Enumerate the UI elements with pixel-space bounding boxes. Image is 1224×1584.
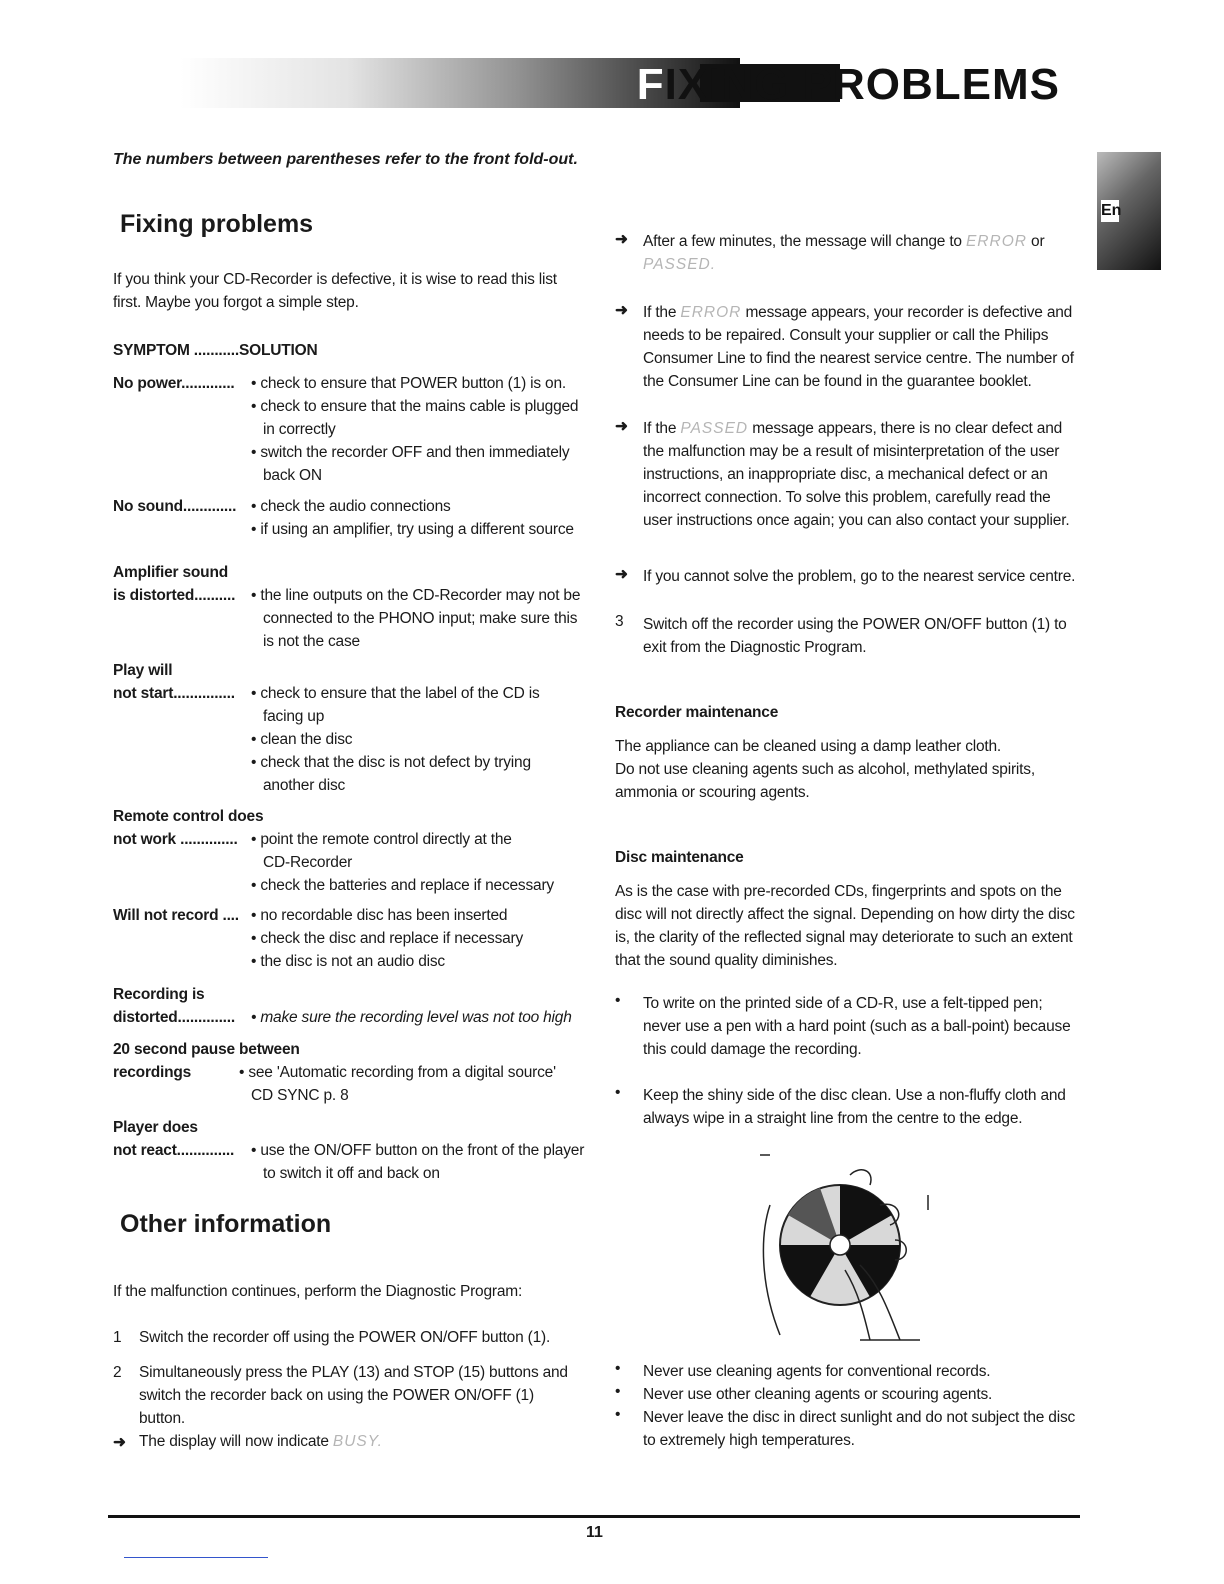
solution-line: • the disc is not an audio disc bbox=[251, 953, 445, 970]
fixing-intro bbox=[113, 268, 583, 314]
bullet-line: never use a pen with a hard point (such as a ball-point) because bbox=[643, 1018, 1071, 1035]
recorder-maintenance-text bbox=[615, 735, 1095, 804]
symptom-label: is distorted.......... bbox=[113, 587, 236, 604]
solution-line: CD-Recorder bbox=[263, 854, 353, 871]
arrow-note-line: user instructions once again; you can also contact your supplier. bbox=[643, 512, 1070, 529]
arrow-note-span: or bbox=[1026, 233, 1045, 250]
bullet-text: Never use cleaning agents for conventional records. bbox=[643, 1363, 991, 1380]
footer-rule bbox=[108, 1515, 1080, 1518]
symptom-label: recordings bbox=[113, 1064, 192, 1081]
bullet-line: To write on the printed side of a CD-R, use a felt-tipped pen; bbox=[643, 995, 1043, 1012]
solution-line: • check the batteries and replace if necessary bbox=[251, 877, 554, 894]
diagnostic-intro: If the malfunction continues, perform the Diagnostic Program: bbox=[113, 1283, 523, 1300]
paragraph-line: As is the case with pre-recorded CDs, fingerprints and spots on the bbox=[615, 883, 1062, 900]
symptom-label: distorted.............. bbox=[113, 1009, 235, 1026]
bullet-text bbox=[643, 1406, 1083, 1452]
arrow-note-line: the malfunction may be a result of misinterpretation of the user bbox=[643, 443, 1060, 460]
bullet-icon: • bbox=[615, 1406, 621, 1423]
fixing-intro-line: If you think your CD-Recorder is defective, it is wise to read this list bbox=[113, 271, 557, 288]
symptom-label: Player does bbox=[113, 1119, 198, 1136]
arrow-note-line: incorrect connection. To solve this problem, carefully read the bbox=[643, 489, 1051, 506]
step-text-line: exit from the Diagnostic Program. bbox=[643, 639, 867, 656]
disc-cleaning-illustration bbox=[750, 1145, 930, 1345]
fixing-problems-heading: Fixing problems bbox=[120, 210, 314, 238]
symptom-label: not work .............. bbox=[113, 831, 238, 848]
bullet-line: to extremely high temperatures. bbox=[643, 1432, 855, 1449]
paragraph-line: ammonia or scouring agents. bbox=[615, 784, 810, 801]
step-number: 2 bbox=[113, 1364, 122, 1381]
solution-line: connected to the PHONO input; make sure this bbox=[263, 610, 578, 627]
solution-line: • point the remote control directly at the bbox=[251, 831, 512, 848]
arrow-note-line: needs to be repaired. Consult your supplier or call the Philips bbox=[643, 327, 1049, 344]
lcd-error-text: ERROR bbox=[965, 233, 1027, 250]
symptom-label: Remote control does bbox=[113, 808, 264, 825]
bullet-line: this could damage the recording. bbox=[643, 1041, 862, 1058]
symptom-label: Will not record .... bbox=[113, 907, 239, 924]
solution-line: • check that the disc is not defect by trying bbox=[251, 754, 531, 771]
solution-line: facing up bbox=[263, 708, 325, 725]
solution-line: another disc bbox=[263, 777, 346, 794]
bullet-line: Keep the shiny side of the disc clean. Use a non-fluffy cloth and bbox=[643, 1087, 1066, 1104]
bullet-text: Never use other cleaning agents or scouring agents. bbox=[643, 1386, 993, 1403]
solution-line: • check to ensure that the mains cable is plugged bbox=[251, 398, 579, 415]
solution-line: • check to ensure that the label of the CD is bbox=[251, 685, 540, 702]
symptom-solution-header: SYMPTOM ...........SOLUTION bbox=[113, 342, 318, 359]
symptom-label: Amplifier sound bbox=[113, 564, 228, 581]
bullet-icon: • bbox=[615, 1360, 621, 1377]
step-text: Switch the recorder off using the POWER ON/OFF button (1). bbox=[139, 1329, 551, 1346]
troubleshooting-table bbox=[113, 375, 593, 1182]
symptom-label: 20 second pause between bbox=[113, 1041, 300, 1058]
step-number: 3 bbox=[615, 613, 624, 630]
bullet-text bbox=[643, 992, 1083, 1061]
arrow-icon: ➜ bbox=[615, 566, 628, 583]
solution-line: • see 'Automatic recording from a digital source' bbox=[239, 1064, 556, 1081]
symptom-label: Play will bbox=[113, 662, 173, 679]
step-text: Simultaneously press the PLAY (13) and STOP (15) buttons and bbox=[139, 1364, 568, 1381]
bullet-icon: • bbox=[615, 1383, 621, 1400]
symptom-label: Recording is bbox=[113, 986, 205, 1003]
solution-line: • no recordable disc has been inserted bbox=[251, 907, 508, 924]
step-text bbox=[643, 613, 1083, 659]
bullet-text bbox=[643, 1084, 1083, 1130]
arrow-icon: ➜ bbox=[615, 302, 628, 319]
arrow-note-span: message appears, there is no clear defect and bbox=[748, 420, 1063, 437]
header-banner bbox=[180, 58, 1060, 108]
step-text: button. bbox=[139, 1410, 186, 1427]
step-text-line: Switch off the recorder using the POWER ON/OFF button (1) to bbox=[643, 616, 1067, 633]
solution-line: • use the ON/OFF button on the front of the player bbox=[251, 1142, 585, 1159]
symptom-label: No sound............. bbox=[113, 498, 237, 515]
solution-line: • check the audio connections bbox=[251, 498, 451, 515]
arrow-note-span: message appears, your recorder is defective and bbox=[741, 304, 1073, 321]
lcd-busy-text: BUSY. bbox=[332, 1433, 383, 1450]
paragraph-line: Do not use cleaning agents such as alcohol, methylated spirits, bbox=[615, 761, 1035, 778]
symptom-label: not react.............. bbox=[113, 1142, 235, 1159]
page-title: FIXING PROBLEMS bbox=[636, 60, 1060, 108]
language-tab-label: En bbox=[1101, 200, 1119, 222]
arrow-note-text bbox=[643, 301, 1083, 393]
paragraph-line: disc will not directly affect the signal. Depending on how dirty the disc bbox=[615, 906, 1075, 923]
solution-line: • switch the recorder OFF and then immediately bbox=[251, 444, 570, 461]
paragraph-line: that the sound quality diminishes. bbox=[615, 952, 838, 969]
arrow-note-text: If you cannot solve the problem, go to the nearest service centre. bbox=[643, 568, 1076, 585]
diagnostic-steps bbox=[113, 1329, 593, 1449]
paragraph-line: The appliance can be cleaned using a damp leather cloth. bbox=[615, 738, 1002, 755]
arrow-note-text: The display will now indicate bbox=[139, 1433, 333, 1450]
arrow-note-text bbox=[643, 417, 1083, 532]
solution-line: back ON bbox=[263, 467, 322, 484]
disc-maintenance-heading: Disc maintenance bbox=[615, 849, 744, 866]
right-column bbox=[615, 230, 1095, 1470]
arrow-note-span: If the bbox=[643, 304, 681, 321]
solution-line: to switch it off and back on bbox=[263, 1165, 440, 1182]
language-tab bbox=[1097, 152, 1161, 270]
lcd-passed-text: PASSED bbox=[680, 420, 749, 437]
solution-line: in correctly bbox=[263, 421, 336, 438]
solution-line: CD SYNC p. 8 bbox=[251, 1087, 349, 1104]
lcd-error-text: ERROR bbox=[680, 304, 742, 321]
bullet-icon: • bbox=[615, 1084, 621, 1101]
bullet-line: Never leave the disc in direct sunlight and do not subject the disc bbox=[643, 1409, 1076, 1426]
solution-line: • clean the disc bbox=[251, 731, 353, 748]
solution-line: • the line outputs on the CD-Recorder may not be bbox=[251, 587, 581, 604]
arrow-note-text bbox=[643, 230, 1083, 276]
symptom-label: No power............. bbox=[113, 375, 235, 392]
footer-link-underline bbox=[124, 1557, 268, 1558]
recorder-maintenance-heading: Recorder maintenance bbox=[615, 704, 779, 721]
step-number: 1 bbox=[113, 1329, 122, 1346]
fold-out-note: The numbers between parentheses refer to the front fold-out. bbox=[113, 151, 578, 168]
solution-line: is not the case bbox=[263, 633, 360, 650]
solution-line: • check the disc and replace if necessary bbox=[251, 930, 524, 947]
bullet-line: always wipe in a straight line from the centre to the edge. bbox=[643, 1110, 1023, 1127]
arrow-note-line: the Consumer Line can be found in the guarantee booklet. bbox=[643, 373, 1032, 390]
solution-line: • make sure the recording level was not too high bbox=[251, 1009, 572, 1026]
other-information-heading: Other information bbox=[120, 1210, 332, 1238]
symptom-label: not start............... bbox=[113, 685, 235, 702]
page-number: 11 bbox=[586, 1524, 603, 1541]
arrow-icon: ➜ bbox=[615, 231, 628, 248]
solution-line: • check to ensure that POWER button (1) is on. bbox=[251, 375, 566, 392]
arrow-note-line: Consumer Line to find the nearest service centre. The number of bbox=[643, 350, 1074, 367]
arrow-icon: ➜ bbox=[113, 1434, 126, 1451]
paragraph-line: is, the clarity of the reflected signal may deteriorate to such an extent bbox=[615, 929, 1073, 946]
arrow-note-span: After a few minutes, the message will change to bbox=[643, 233, 966, 250]
disc-maintenance-text bbox=[615, 880, 1095, 972]
solution-line: • if using an amplifier, try using a different source bbox=[251, 521, 574, 538]
fixing-intro-line: first. Maybe you forgot a simple step. bbox=[113, 294, 359, 311]
arrow-icon: ➜ bbox=[615, 418, 628, 435]
arrow-note-line: instructions, an inappropriate disc, a mechanical defect or an bbox=[643, 466, 1048, 483]
lcd-passed-text: PASSED. bbox=[643, 256, 717, 273]
arrow-note-span: If the bbox=[643, 420, 681, 437]
step-text: switch the recorder back on using the POWER ON/OFF (1) bbox=[139, 1387, 534, 1404]
bullet-icon: • bbox=[615, 992, 621, 1009]
